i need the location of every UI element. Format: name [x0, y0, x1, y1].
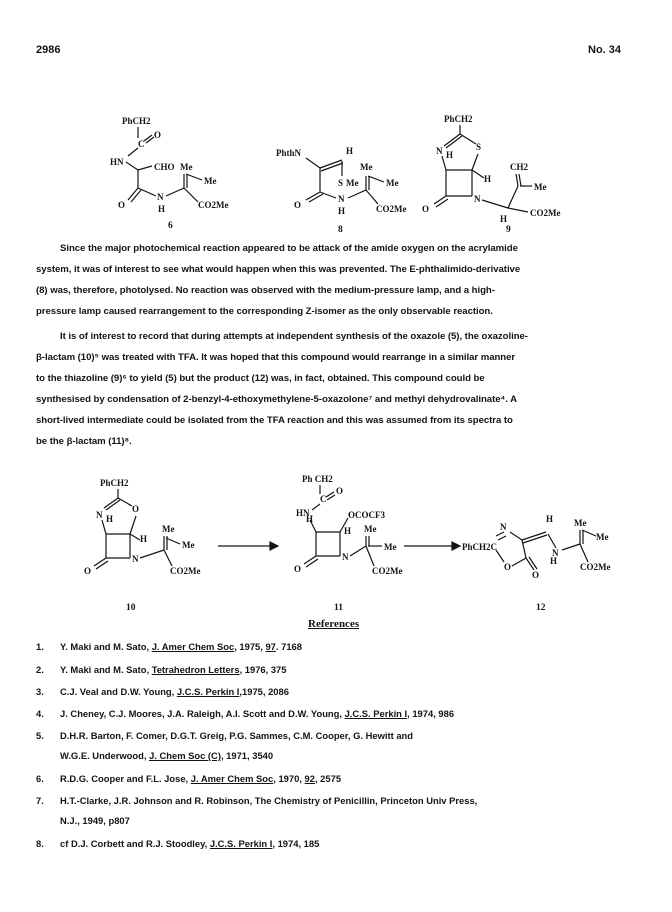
atom-label: O — [294, 564, 302, 574]
atom-label: CO2Me — [376, 204, 407, 214]
atom-label: Me — [204, 176, 217, 186]
atom-label: O — [132, 504, 140, 514]
atom-label: Me — [180, 162, 193, 172]
reference-item — [36, 730, 646, 741]
reference-number: 6. — [36, 773, 44, 784]
reference-item — [36, 815, 646, 826]
atom-label: H — [546, 514, 554, 524]
atom-label: Me — [386, 178, 399, 188]
reference-authors: H.T.-Clarke, J.R. Johnson and R. Robinson, The Chemistry of Penicillin, Princeton Univ Press, — [60, 795, 478, 806]
atom-label: Me — [574, 518, 587, 528]
atom-label: H — [158, 204, 166, 214]
reference-volume: 97 — [265, 641, 276, 652]
structure-11 — [294, 474, 403, 613]
atom-label: Me — [182, 540, 195, 550]
reference-item — [36, 750, 646, 761]
atom-label: H — [306, 514, 314, 524]
atom-label: O — [336, 486, 344, 496]
reference-year: ,1975, 2086 — [239, 686, 289, 697]
atom-label: PhCH2 — [122, 116, 151, 126]
reference-item — [36, 641, 646, 652]
reference-item — [36, 795, 646, 806]
atom-label: N — [132, 554, 139, 564]
atom-label: Me — [384, 542, 397, 552]
atom-label: HN — [110, 157, 124, 167]
atom-label: OCOCF3 — [348, 510, 385, 520]
atom-label: C — [138, 139, 145, 149]
atom-label: H — [446, 150, 454, 160]
reference-authors: W.G.E. Underwood, — [60, 750, 150, 761]
atom-label: Me — [162, 524, 175, 534]
text-line: (8) was, therefore, photolysed. No reaction was observed with the medium-pressure lamp, and a high- — [36, 285, 495, 296]
atom-label: C — [320, 494, 327, 504]
atom-label: N — [338, 194, 345, 204]
text-line: system, it was of interest to see what would happen when this was prevented. The E-phthalimido-derivative — [36, 264, 521, 275]
top-structures — [80, 108, 600, 238]
reference-pages: , 2575 — [314, 773, 342, 784]
atom-label: Me — [596, 532, 609, 542]
reference-authors: R.D.G. Cooper and F.L. Jose, — [60, 773, 191, 784]
text-line: short-lived intermediate could be isolated from the TFA reaction and this was assumed from its spectra to — [36, 415, 513, 426]
atom-label: Ph CH2 — [302, 474, 333, 484]
atom-label: H — [344, 526, 352, 536]
reference-year: , 1970, — [273, 773, 305, 784]
reference-item — [36, 664, 646, 675]
reference-journal: J. Amer Chem Soc — [190, 773, 274, 784]
reference-year: , 1971, 3540 — [220, 750, 274, 761]
atom-label: Me — [534, 182, 547, 192]
reference-pages: . 7168 — [275, 641, 302, 652]
reference-journal: J.C.S. Perkin I — [209, 838, 273, 849]
reference-authors: cf D.J. Corbett and R.J. Stoodley, — [60, 838, 210, 849]
compound-label-9: 9 — [506, 225, 511, 235]
reference-item — [36, 708, 646, 719]
paragraph-2 — [36, 326, 636, 452]
atom-label: O — [118, 200, 126, 210]
reference-number: 7. — [36, 795, 44, 806]
text-line: to the thiazoline (9)⁶ to yield (5) but the product (12) was, in fact, obtained. This compound could be — [36, 373, 485, 384]
atom-label: H — [550, 556, 558, 566]
atom-label: PhCH2 — [444, 114, 473, 124]
structure-8 — [276, 146, 407, 235]
atom-label: N — [474, 194, 481, 204]
atom-label: H — [346, 146, 354, 156]
atom-label: N — [96, 510, 103, 520]
structure-6 — [110, 116, 229, 231]
atom-label: PhthN — [276, 148, 302, 158]
reference-year: , 1975, — [234, 641, 266, 652]
reference-item — [36, 686, 646, 697]
atom-label: O — [294, 200, 302, 210]
atom-label: PhCH2C — [462, 542, 498, 552]
atom-label: H — [338, 206, 346, 216]
reference-journal: J. Amer Chem Soc — [151, 641, 235, 652]
atom-label: CH2 — [510, 162, 528, 172]
reference-authors: N.J., 1949, p807 — [60, 815, 130, 826]
atom-label: O — [154, 130, 162, 140]
atom-label: O — [504, 562, 512, 572]
atom-label: CO2Me — [198, 200, 229, 210]
atom-label: S — [476, 142, 482, 152]
atom-label: CO2Me — [530, 208, 561, 218]
text-line: β-lactam (10)⁵ was treated with TFA. It was hoped that this compound would rearrange in a similar manner — [36, 352, 516, 363]
atom-label: CHO — [154, 162, 175, 172]
reference-journal: J.C.S. Perkin I — [344, 708, 408, 719]
compound-label-11: 11 — [334, 603, 343, 613]
reference-authors: C.J. Veal and D.W. Young, — [60, 686, 177, 697]
reference-year: , 1974, 185 — [272, 838, 320, 849]
reference-number: 3. — [36, 686, 44, 697]
atom-label: H — [106, 514, 114, 524]
reference-number: 8. — [36, 838, 44, 849]
atom-label: N — [342, 552, 349, 562]
atom-label: Me — [364, 524, 377, 534]
atom-label: S — [338, 178, 344, 188]
paragraph-1 — [36, 238, 636, 322]
structure-9 — [422, 114, 561, 235]
atom-label: O — [532, 570, 540, 580]
atom-label: H — [484, 174, 492, 184]
text-line: be the β-lactam (11)⁸. — [36, 436, 132, 447]
compound-label-12: 12 — [536, 603, 546, 613]
atom-label: N — [157, 192, 164, 202]
atom-label: CO2Me — [580, 562, 611, 572]
atom-label: Me — [346, 178, 359, 188]
atom-label: CO2Me — [170, 566, 201, 576]
bottom-structures — [80, 470, 640, 630]
atom-label: O — [422, 204, 430, 214]
reference-journal: J. Chem Soc (C) — [149, 750, 221, 761]
atom-label: N — [436, 146, 443, 156]
reference-volume: 92 — [304, 773, 315, 784]
atom-label: PhCH2 — [100, 478, 129, 488]
compound-label-8: 8 — [338, 225, 343, 235]
structure-12 — [462, 514, 611, 613]
structure-10 — [84, 478, 201, 613]
issue-number: No. 34 — [588, 44, 622, 56]
reference-item — [36, 838, 646, 849]
atom-label: H — [140, 534, 148, 544]
atom-label: Me — [360, 162, 373, 172]
page-number: 2986 — [36, 44, 61, 56]
atom-label: H — [500, 214, 508, 224]
reference-journal: Tetrahedron Letters — [151, 664, 240, 675]
reference-number: 2. — [36, 664, 44, 675]
reaction-arrow — [218, 542, 278, 550]
text-line: synthesised by condensation of 2-benzyl-4-ethoxymethylene-5-oxazolone⁷ and methyl dehydrovalinate⁴. A — [36, 394, 517, 405]
reference-authors: Y. Maki and M. Sato, — [60, 664, 152, 675]
reference-year: , 1974, 986 — [407, 708, 455, 719]
text-line: It is of interest to record that during attempts at independent synthesis of the oxazole (5), the oxazoline- — [60, 331, 528, 342]
reference-number: 1. — [36, 641, 44, 652]
atom-label: N — [500, 522, 507, 532]
reference-authors: J. Cheney, C.J. Moores, J.A. Raleigh, A.I. Scott and D.W. Young, — [60, 708, 345, 719]
reference-item — [36, 773, 646, 784]
reaction-arrow — [404, 542, 460, 550]
reference-year: , 1976, 375 — [239, 664, 287, 675]
text-line: pressure lamp caused rearrangement to the corresponding Z-isomer as the only observable reaction. — [36, 306, 493, 317]
atom-label: HN — [296, 508, 310, 518]
text-line: Since the major photochemical reaction appeared to be attack of the amide oxygen on the acrylamide — [60, 243, 518, 254]
atom-label: CO2Me — [372, 566, 403, 576]
atom-label: N — [552, 548, 559, 558]
reference-authors: D.H.R. Barton, F. Comer, D.G.T. Greig, P.G. Sammes, C.M. Cooper, G. Hewitt and — [60, 730, 414, 741]
reference-number: 5. — [36, 730, 44, 741]
reference-journal: J.C.S. Perkin I — [176, 686, 240, 697]
compound-label-10: 10 — [126, 603, 136, 613]
compound-label-6: 6 — [168, 221, 173, 231]
reference-number: 4. — [36, 708, 44, 719]
references-heading: References — [308, 618, 360, 630]
reference-authors: Y. Maki and M. Sato, — [60, 641, 152, 652]
atom-label: O — [84, 566, 92, 576]
